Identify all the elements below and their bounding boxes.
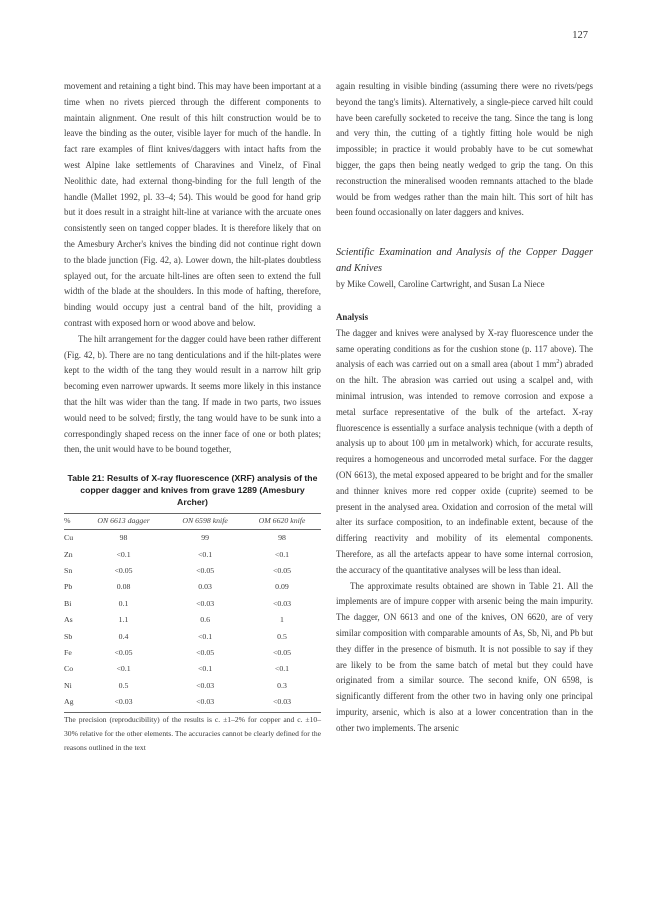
value-cell: 0.3 xyxy=(277,680,287,690)
value-cell: 0.5 xyxy=(277,631,287,641)
value-cell: 0.09 xyxy=(275,582,289,592)
table-row xyxy=(64,628,321,644)
value-cell: 0.1 xyxy=(118,598,129,608)
element-symbol-cell: Co xyxy=(64,664,74,674)
text-run: The dagger and knives were analysed by X-ray fluorescence under the same operating conditions as for the cushion stone (p. 117 above). The analysis of each was carried out on a small area (about 1 mm xyxy=(336,327,593,370)
table-row xyxy=(64,563,321,579)
body-paragraph: movement and retaining a tight bind. This may have been important at a time when no rivets pierced through the different components to maintain alignment. One result of this hilt construction would be to leave the binding as the outer, visible layer for much of the handle. In fact rare examples of flint knives/daggers with intact hafts from the west Alpine lake settlements of Charavines and Vinelz, of Final Neolithic date, had external thong-binding for the full length of the handle (Mallet 1992, pl. 33–4; 54). This would be good for hand grip but it does result in a straight hilt-line at variance with the arcuate ones consistently seen on tanged copper blades. It is therefore likely that on the Amesbury Archer's knives the binding did not continue right down to the blade junction (Fig. 42, a). Lower down, the hilt-plates doubtless splayed out, for the arcuate hilt-lines are often seen to extend the full width of the blade at the shoulders. In this mode of hafting, therefore, binding would occupy just a central band of the hilt, providing a contrast with exposed horn or wood above and below. xyxy=(64,81,321,328)
value-cell: 0.03 xyxy=(198,582,212,592)
body-paragraph: again resulting in visible binding (assuming there were no rivets/pegs beyond the tang's limits). Alternatively, a single-piece carved hilt could have been carefully socketed to receive the tang. Since the tang is long and very thin, the cutting of a tightly fitting hole would be nigh impossible; in practice it would probably have to be cut somewhat bigger, the gaps then being neatly wedged to grip the tang. On this reconstruction the mineralised wooden remnants attached to the blade would be from wedges rather than the main hilt. This sort of hilt has been found occasionally on later daggers and knives. xyxy=(336,81,593,218)
element-symbol-cell: As xyxy=(64,615,73,625)
value-cell: <0.03 xyxy=(243,694,321,713)
value-cell: <0.1 xyxy=(274,664,290,674)
element-symbol-cell: Pb xyxy=(64,582,73,592)
table-row xyxy=(64,530,321,547)
text-run: ) abraded on the hilt. The abrasion was carried out using a scalpel and, with minimal intrusion, was intended to remove corrosion and expose a metal surface representative of the bulk of the artefact. X-ray fluorescence is essentially a surface analysis technique (with a depth of analysis up to about 100 μm in metalwork) which, for accurate results, requires a homogeneous and uncorroded metal surface. For the dagger (ON 6613), the metal exposed appeared to be bright and for the smaller and thinner knives more red copper oxide (cuprite) seemed to be present in the analysed area. Oxidation and corrosion of the metal will alter its surface composition, to an indefinable extent, because of the differing reactivity and mobility of its elemental components. Therefore, as all the artefacts appear to have some internal corrosion, the accuracy of the quantitative analyses will be less than ideal. xyxy=(336,359,594,575)
value-cell: 98 xyxy=(278,533,286,543)
xrf-results-table xyxy=(64,513,321,713)
column-header: % xyxy=(64,514,80,530)
body-paragraph xyxy=(336,326,593,579)
value-cell: <0.1 xyxy=(116,549,131,559)
right-column xyxy=(336,79,593,736)
value-cell: <0.05 xyxy=(114,566,133,576)
value-cell: <0.05 xyxy=(272,647,292,657)
value-cell: 0.08 xyxy=(116,582,131,592)
value-cell: 1 xyxy=(280,615,284,625)
element-symbol-cell: Fe xyxy=(64,647,72,657)
value-cell: 1.1 xyxy=(118,615,129,625)
value-cell: 98 xyxy=(119,533,128,543)
element-symbol-cell: Sn xyxy=(64,566,73,576)
value-cell: <0.03 xyxy=(196,680,215,690)
column-header: ON 6613 dagger xyxy=(80,514,167,530)
value-cell: <0.03 xyxy=(167,694,243,713)
value-cell: <0.1 xyxy=(198,549,213,559)
left-column xyxy=(64,79,321,755)
column-header: ON 6598 knife xyxy=(167,514,243,530)
value-cell: <0.03 xyxy=(80,694,167,713)
table-row xyxy=(64,579,321,595)
value-cell: <0.05 xyxy=(272,566,292,576)
section-title: Scientific Examination and Analysis of the Copper Dagger and Knives xyxy=(336,247,593,275)
value-cell: <0.05 xyxy=(196,566,215,576)
section-authors: by Mike Cowell, Caroline Cartwright, and Susan La Niece xyxy=(336,279,545,290)
element-symbol-cell: Sb xyxy=(64,631,73,641)
value-cell: 0.4 xyxy=(118,631,129,641)
subheading-analysis: Analysis xyxy=(336,311,369,322)
table-header-row xyxy=(64,514,321,530)
table-row xyxy=(64,547,321,563)
table-note: The precision (reproducibility) of the results is c. ±1–2% for copper and c. ±10–30% relative for the other elements. The accuracies cannot be clearly defined for the reasons outlined in the text xyxy=(64,715,321,753)
value-cell: <0.05 xyxy=(196,647,215,657)
column-header: OM 6620 knife xyxy=(243,514,321,530)
value-cell: <0.03 xyxy=(272,598,292,608)
element-symbol-cell: Ag xyxy=(64,694,80,713)
value-cell: <0.1 xyxy=(198,631,213,641)
element-symbol-cell: Bi xyxy=(64,598,72,608)
body-paragraph: The hilt arrangement for the dagger could have been rather different (Fig. 42, b). There are no tang denticulations and if the hilt-plates were kept to the width of the tang they would result in a narrow hilt grip becoming even narrower upwards. It seems more likely in this instance that the hilt was wider than the tang. If made in two parts, two issues would need to be solved; firstly, the tang would have to be sunk into a correspondingly shaped recess on the inner face of one or both plates; then, the unit would have to be bound together, xyxy=(64,333,321,455)
value-cell: 99 xyxy=(201,533,210,543)
element-symbol-cell: Zn xyxy=(64,549,73,559)
value-cell: <0.1 xyxy=(116,664,131,674)
table-body xyxy=(64,530,321,713)
table-caption: Table 21: Results of X-ray fluorescence (XRF) analysis of the copper dagger and knives from grave 1289 (Amesbury Archer) xyxy=(67,473,318,508)
superscript: 2 xyxy=(556,359,560,366)
element-symbol-cell: Cu xyxy=(64,533,74,543)
table-row xyxy=(64,645,321,661)
table-row xyxy=(64,661,321,677)
value-cell: 0.6 xyxy=(200,615,210,625)
table-row xyxy=(64,612,321,628)
element-symbol-cell: Ni xyxy=(64,680,72,690)
value-cell: 0.5 xyxy=(118,680,129,690)
page-number: 127 xyxy=(572,30,588,41)
table-row xyxy=(64,596,321,612)
value-cell: <0.1 xyxy=(198,664,213,674)
table-row xyxy=(64,694,321,713)
value-cell: <0.05 xyxy=(114,647,133,657)
table-row xyxy=(64,678,321,694)
body-paragraph: The approximate results obtained are shown in Table 21. All the implements are of impure copper with arsenic being the main impurity. The dagger, ON 6613 and one of the knives, ON 6620, are of very similar composition with comparable amounts of As, Sb, Ni, and Pb but they differ in the presence of bismuth. It is not possible to say if they are likely to be from the same batch of metal but they could have originated from a similar source. The second knife, ON 6598, is significantly different from the other two in having only one principal impurity, arsenic, which is also at a lower concentration than in the other two implements. The arsenic xyxy=(336,580,593,733)
xrf-results-table-block xyxy=(64,472,321,755)
value-cell: <0.1 xyxy=(274,549,290,559)
value-cell: <0.03 xyxy=(196,598,215,608)
